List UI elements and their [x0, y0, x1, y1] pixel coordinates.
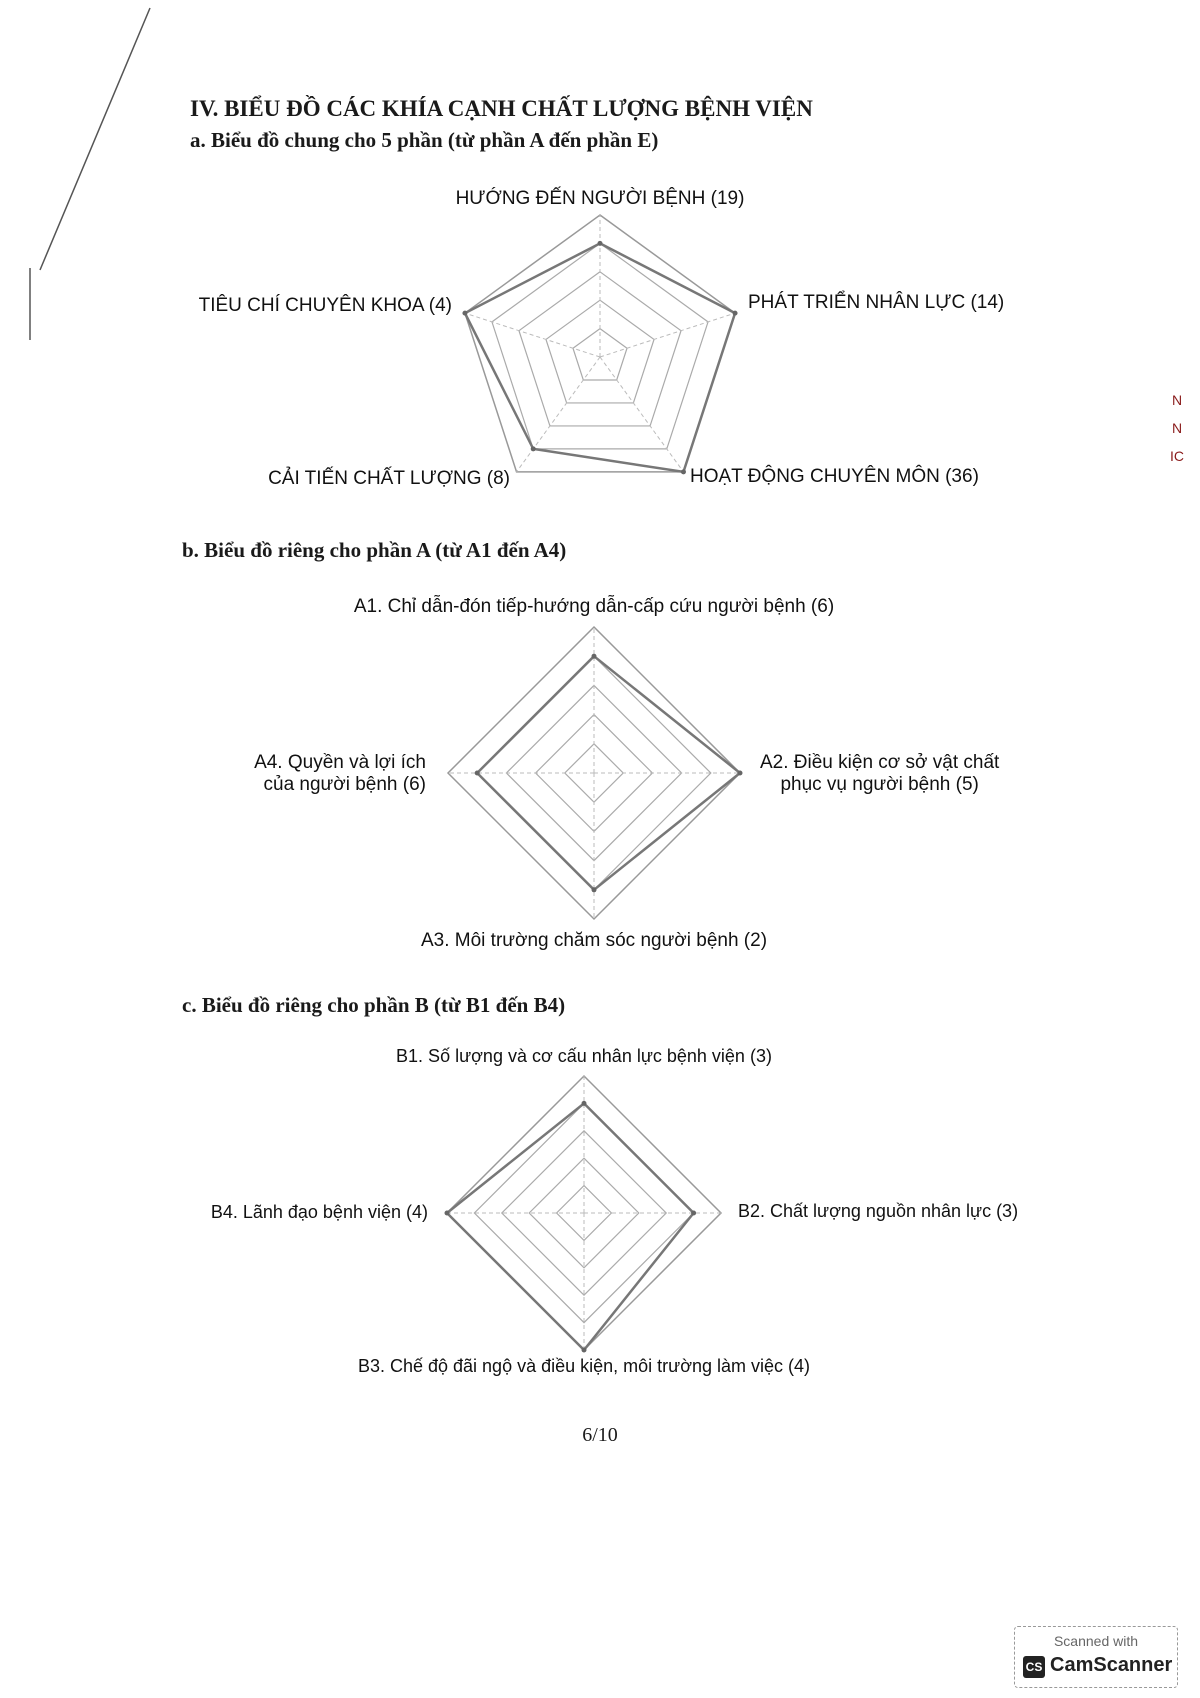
chart-b-subtitle: b. Biểu đồ riêng cho phần A (từ A1 đến A4) — [182, 538, 567, 562]
side-mark-2: IC — [1170, 448, 1184, 464]
side-mark-1: N — [1172, 420, 1183, 436]
chart-c-point-3 — [445, 1211, 450, 1216]
chart-c-point-2 — [582, 1348, 587, 1353]
chart-b-label-3: A4. Quyền và lợi ích của người bệnh (6) — [254, 752, 426, 795]
chart-a-label-4: TIÊU CHÍ CHUYÊN KHOA (4) — [198, 295, 452, 316]
watermark-caption: Scanned with — [1053, 1633, 1139, 1649]
side-mark-0: N — [1172, 392, 1183, 408]
chart-c-label-2: B3. Chế độ đãi ngộ và điều kiện, môi trường làm việc (4) — [357, 1356, 811, 1376]
chart-b-label-0: A1. Chỉ dẫn-đón tiếp-hướng dẫn-cấp cứu người bệnh (6) — [353, 596, 835, 617]
chart-c-label-3: B4. Lãnh đạo bệnh viện (4) — [210, 1202, 428, 1222]
chart-a-subtitle: a. Biểu đồ chung cho 5 phần (từ phần A đến phần E) — [190, 128, 659, 152]
chart-c-point-1 — [691, 1211, 696, 1216]
chart-c-subtitle: c. Biểu đồ riêng cho phần B (từ B1 đến B4) — [182, 993, 566, 1017]
chart-c-label-0: B1. Số lượng và cơ cấu nhân lực bệnh viện (3) — [396, 1046, 772, 1066]
camscanner-watermark — [1014, 1626, 1178, 1688]
chart-a-label-2: HOẠT ĐỘNG CHUYÊN MÔN (36) — [690, 466, 979, 487]
section-heading: IV. BIỂU ĐỒ CÁC KHÍA CẠNH CHẤT LƯỢNG BỆNH VIỆN — [190, 96, 813, 121]
chart-b-label-1: A2. Điều kiện cơ sở vật chất phục vụ người bệnh (5) — [760, 752, 1000, 795]
camscanner-logo: CS — [1023, 1656, 1045, 1678]
page-number: 6/10 — [582, 1424, 618, 1446]
chart-c-label-1: B2. Chất lượng nguồn nhân lực (3) — [738, 1201, 1019, 1221]
chart-c-point-0 — [582, 1101, 587, 1106]
chart-a-label-1: PHÁT TRIỂN NHÂN LỰC (14) — [748, 292, 1005, 313]
camscanner-name: CamScanner — [1050, 1654, 1173, 1676]
chart-a-label-0: HƯỚNG ĐẾN NGƯỜI BỆNH (19) — [455, 188, 745, 209]
chart-a-label-3: CẢI TIẾN CHẤT LƯỢNG (8) — [268, 468, 510, 489]
chart-b-label-2: A3. Môi trường chăm sóc người bệnh (2) — [420, 930, 768, 951]
